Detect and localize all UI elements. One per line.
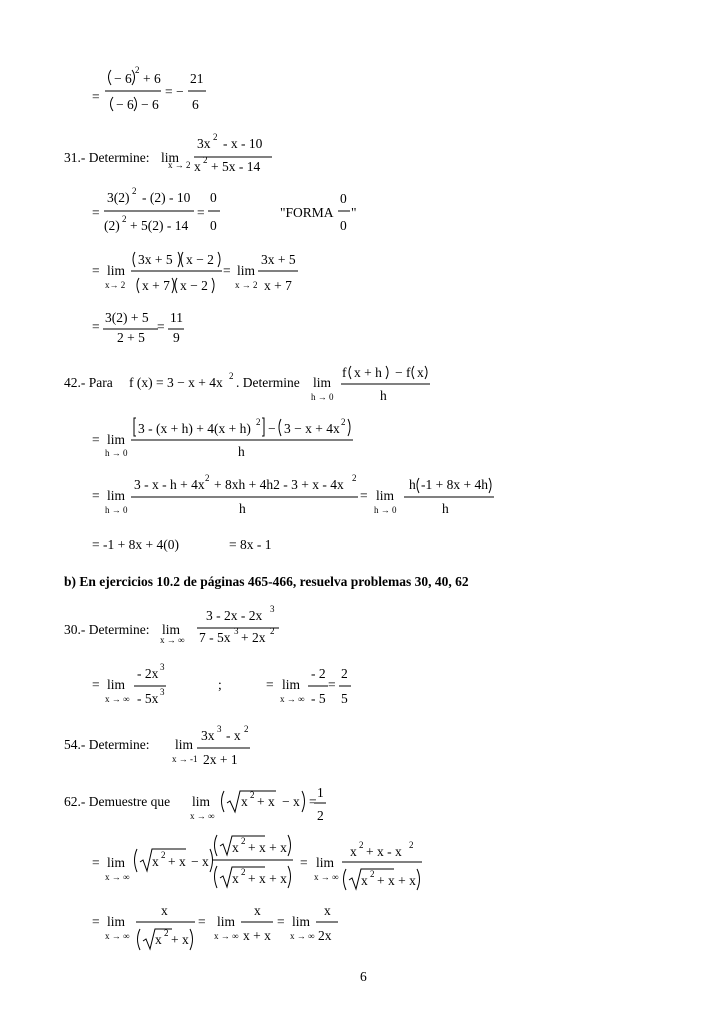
svg-text:+ 5x - 14: + 5x - 14	[211, 159, 261, 174]
svg-text:x → 2: x → 2	[235, 280, 258, 290]
svg-text:x: x	[161, 903, 168, 918]
problem-42-statement	[64, 365, 430, 403]
svg-text:0: 0	[340, 218, 347, 233]
svg-text:= -1 + 8x + 4(0): = -1 + 8x + 4(0)	[92, 537, 179, 552]
svg-text:3x: 3x	[197, 136, 211, 151]
svg-text:h → 0: h → 0	[105, 448, 128, 458]
problem-30-label: 30.- Determine:	[64, 622, 150, 637]
svg-text:2x: 2x	[318, 928, 332, 943]
problem-31-result	[92, 310, 184, 345]
svg-text:": "	[351, 205, 357, 220]
svg-text:= 8x - 1: = 8x - 1	[229, 537, 272, 552]
svg-text:x: x	[194, 159, 201, 174]
svg-text:=: =	[92, 914, 100, 929]
svg-text:=: =	[360, 488, 368, 503]
svg-text:3: 3	[217, 724, 222, 734]
svg-text:2: 2	[203, 155, 208, 165]
svg-text:=: =	[198, 914, 206, 929]
equation-previous-result	[92, 65, 206, 112]
svg-text:+ x: + x	[168, 854, 186, 869]
problem-31-step-2	[92, 252, 298, 293]
svg-text:x − 2: x − 2	[186, 252, 214, 267]
svg-text:x: x	[254, 903, 261, 918]
svg-text:2: 2	[164, 928, 169, 938]
svg-text:x: x	[241, 794, 248, 809]
svg-text:3 - 2x - 2x: 3 - 2x - 2x	[206, 608, 263, 623]
svg-text:=: =	[92, 855, 100, 870]
svg-text:x: x	[350, 844, 357, 859]
svg-text:2x + 1: 2x + 1	[203, 752, 238, 767]
svg-text:x: x	[155, 932, 162, 947]
svg-text:lim: lim	[175, 737, 194, 752]
svg-text:x → ∞: x → ∞	[214, 931, 239, 941]
svg-text:5: 5	[341, 691, 348, 706]
svg-text:3x + 5: 3x + 5	[261, 252, 296, 267]
svg-text:lim: lim	[107, 914, 126, 929]
problem-62-label: 62.- Demuestre que	[64, 794, 171, 809]
svg-text:(2): (2)	[104, 218, 120, 233]
svg-text:h → 0: h → 0	[105, 505, 128, 515]
svg-text:7 - 5x: 7 - 5x	[199, 630, 231, 645]
svg-text:x + 7: x + 7	[142, 278, 170, 293]
problem-31-statement	[64, 132, 272, 174]
svg-text:x → ∞: x → ∞	[105, 694, 130, 704]
svg-text:2: 2	[241, 867, 246, 877]
svg-text:-1 + 8x + 4h: -1 + 8x + 4h	[421, 477, 488, 492]
svg-text:− x: − x	[191, 854, 209, 869]
svg-text:=: =	[92, 263, 100, 278]
svg-text:lim: lim	[292, 914, 311, 929]
svg-text:x + h: x + h	[354, 365, 382, 380]
svg-text:3: 3	[270, 604, 275, 614]
svg-text:h: h	[239, 501, 246, 516]
svg-text:- (2) - 10: - (2) - 10	[142, 190, 191, 205]
svg-text:= −: = −	[165, 84, 184, 99]
svg-text:3 - x - h + 4x: 3 - x - h + 4x	[134, 477, 205, 492]
svg-text:3 − x + 4x: 3 − x + 4x	[284, 421, 340, 436]
svg-text:x → ∞: x → ∞	[314, 872, 339, 882]
svg-text:=: =	[309, 794, 317, 809]
svg-text:+ 6: + 6	[143, 71, 161, 86]
svg-text:+ x: + x	[171, 932, 189, 947]
svg-text:x + x: x + x	[243, 928, 271, 943]
svg-text:lim: lim	[107, 432, 126, 447]
svg-text:x → ∞: x → ∞	[160, 635, 185, 645]
svg-text:2 + 5: 2 + 5	[117, 330, 145, 345]
problem-30-step	[92, 662, 351, 706]
svg-text:+ x + x: + x + x	[377, 873, 416, 888]
svg-text:lim: lim	[107, 855, 126, 870]
svg-text:h: h	[409, 477, 416, 492]
svg-text:lim: lim	[237, 263, 256, 278]
svg-text:f (x) = 3 − x + 4x: f (x) = 3 − x + 4x	[129, 375, 223, 390]
svg-text:2: 2	[132, 186, 137, 196]
svg-text:- x - 10: - x - 10	[223, 136, 263, 151]
svg-text:- 5: - 5	[311, 691, 326, 706]
svg-text:=: =	[92, 319, 100, 334]
svg-text:lim: lim	[161, 150, 180, 165]
svg-text:2: 2	[250, 790, 255, 800]
svg-text:2: 2	[161, 850, 166, 860]
svg-text:- 2x: - 2x	[137, 666, 159, 681]
svg-text:− x: − x	[282, 794, 300, 809]
svg-text:3(2) + 5: 3(2) + 5	[105, 310, 149, 325]
problem-42-label: 42.- Para	[64, 375, 113, 390]
svg-text:=: =	[328, 677, 336, 692]
svg-text:3: 3	[160, 687, 165, 697]
svg-text:+ 5(2) - 14: + 5(2) - 14	[130, 218, 189, 233]
svg-text:x − 2: x − 2	[180, 278, 208, 293]
svg-text:2: 2	[244, 724, 249, 734]
svg-text:1: 1	[317, 785, 324, 800]
svg-text:h → 0: h → 0	[311, 392, 334, 402]
svg-text:x: x	[417, 365, 424, 380]
svg-text:x → ∞: x → ∞	[190, 811, 215, 821]
svg-text:3(2): 3(2)	[107, 190, 130, 205]
svg-text:+ x + x: + x + x	[248, 840, 287, 855]
svg-text:9: 9	[173, 330, 180, 345]
svg-text:2: 2	[122, 214, 127, 224]
svg-text:x → -1: x → -1	[172, 754, 198, 764]
svg-text:=: =	[92, 677, 100, 692]
problem-42-step-1	[92, 417, 353, 459]
svg-text:x→ 2: x→ 2	[105, 280, 126, 290]
svg-text:f: f	[342, 365, 347, 380]
svg-text:2: 2	[241, 836, 246, 846]
svg-text:x → ∞: x → ∞	[290, 931, 315, 941]
svg-text:- x: - x	[226, 728, 241, 743]
problem-31-label: 31.- Determine:	[64, 150, 150, 165]
problem-62-step-2	[92, 903, 338, 950]
svg-text:. Determine: . Determine	[236, 375, 300, 390]
svg-text:x + 7: x + 7	[264, 278, 292, 293]
svg-text:lim: lim	[282, 677, 301, 692]
svg-text:h → 0: h → 0	[374, 505, 397, 515]
svg-text:lim: lim	[316, 855, 335, 870]
svg-text:=: =	[157, 319, 165, 334]
page-number: 6	[360, 969, 367, 984]
svg-text:0: 0	[210, 190, 217, 205]
svg-text:2: 2	[135, 65, 140, 75]
svg-text:=: =	[277, 914, 285, 929]
svg-text:x: x	[232, 871, 239, 886]
svg-text:x → ∞: x → ∞	[105, 931, 130, 941]
problem-42-result	[92, 537, 271, 552]
svg-text:h: h	[442, 501, 449, 516]
svg-text:+ x: + x	[257, 794, 275, 809]
svg-text:h: h	[238, 444, 245, 459]
svg-text:x → ∞: x → ∞	[105, 872, 130, 882]
problem-54-statement	[64, 724, 250, 767]
svg-text:0: 0	[340, 191, 347, 206]
problem-54-label: 54.- Determine:	[64, 737, 150, 752]
svg-text:=: =	[92, 89, 100, 104]
svg-text:2: 2	[352, 473, 357, 483]
svg-text:=: =	[92, 488, 100, 503]
svg-text:2: 2	[213, 132, 218, 142]
svg-text:6: 6	[192, 97, 199, 112]
svg-text:x → 2: x → 2	[168, 160, 191, 170]
svg-text:=: =	[300, 855, 308, 870]
svg-text:x: x	[232, 840, 239, 855]
svg-text:x → ∞: x → ∞	[280, 694, 305, 704]
svg-text:=: =	[92, 205, 100, 220]
svg-text:- 2: - 2	[311, 666, 326, 681]
svg-text:3: 3	[234, 626, 239, 636]
svg-text:− 6: − 6	[116, 97, 134, 112]
svg-text:;: ;	[218, 677, 222, 692]
problem-31-step-1	[92, 186, 357, 233]
svg-text:2: 2	[409, 840, 414, 850]
svg-text:2: 2	[341, 666, 348, 681]
problem-42-step-2	[92, 473, 494, 516]
svg-text:2: 2	[341, 417, 346, 427]
section-b-heading: b) En ejercicios 10.2 de páginas 465-466, resuelva problemas 30, 40, 62	[64, 574, 469, 589]
svg-text:lim: lim	[313, 375, 332, 390]
svg-text:2: 2	[317, 808, 324, 823]
svg-text:- 5x: - 5x	[137, 691, 159, 706]
svg-text:11: 11	[170, 310, 183, 325]
svg-text:2: 2	[229, 371, 234, 381]
svg-text:lim: lim	[217, 914, 236, 929]
svg-text:x: x	[324, 903, 331, 918]
svg-text:21: 21	[190, 71, 204, 86]
svg-text:3 - (x + h) + 4(x + h): 3 - (x + h) + 4(x + h)	[138, 421, 251, 436]
svg-text:lim: lim	[107, 263, 126, 278]
svg-text:2: 2	[270, 626, 275, 636]
svg-text:2: 2	[205, 473, 210, 483]
svg-text:− 6: − 6	[114, 71, 132, 86]
svg-text:lim: lim	[192, 794, 211, 809]
svg-text:3x: 3x	[201, 728, 215, 743]
problem-62-step-1	[92, 835, 422, 890]
svg-text:−: −	[268, 421, 276, 436]
problem-62-statement	[64, 785, 326, 823]
svg-text:3: 3	[160, 662, 165, 672]
svg-text:+ 8xh + 4h2 - 3 + x - 4x: + 8xh + 4h2 - 3 + x - 4x	[214, 477, 344, 492]
svg-text:3x + 5: 3x + 5	[138, 252, 173, 267]
svg-text:0: 0	[210, 218, 217, 233]
svg-text:2: 2	[370, 869, 375, 879]
svg-text:=: =	[223, 263, 231, 278]
svg-text:h: h	[380, 388, 387, 403]
svg-text:2: 2	[256, 417, 261, 427]
svg-text:+ 2x: + 2x	[241, 630, 266, 645]
svg-text:lim: lim	[107, 488, 126, 503]
svg-text:− 6: − 6	[141, 97, 159, 112]
svg-text:"FORMA: "FORMA	[280, 205, 334, 220]
svg-text:=: =	[266, 677, 274, 692]
svg-text:=: =	[197, 205, 205, 220]
svg-text:x: x	[152, 854, 159, 869]
svg-text:+ x + x: + x + x	[248, 871, 287, 886]
svg-text:=: =	[92, 432, 100, 447]
svg-text:lim: lim	[376, 488, 395, 503]
svg-text:2: 2	[359, 840, 364, 850]
svg-text:− f: − f	[395, 365, 411, 380]
problem-30-statement	[64, 604, 279, 645]
svg-text:+ x - x: + x - x	[366, 844, 402, 859]
svg-text:x: x	[361, 873, 368, 888]
svg-text:lim: lim	[107, 677, 126, 692]
svg-text:lim: lim	[162, 622, 181, 637]
